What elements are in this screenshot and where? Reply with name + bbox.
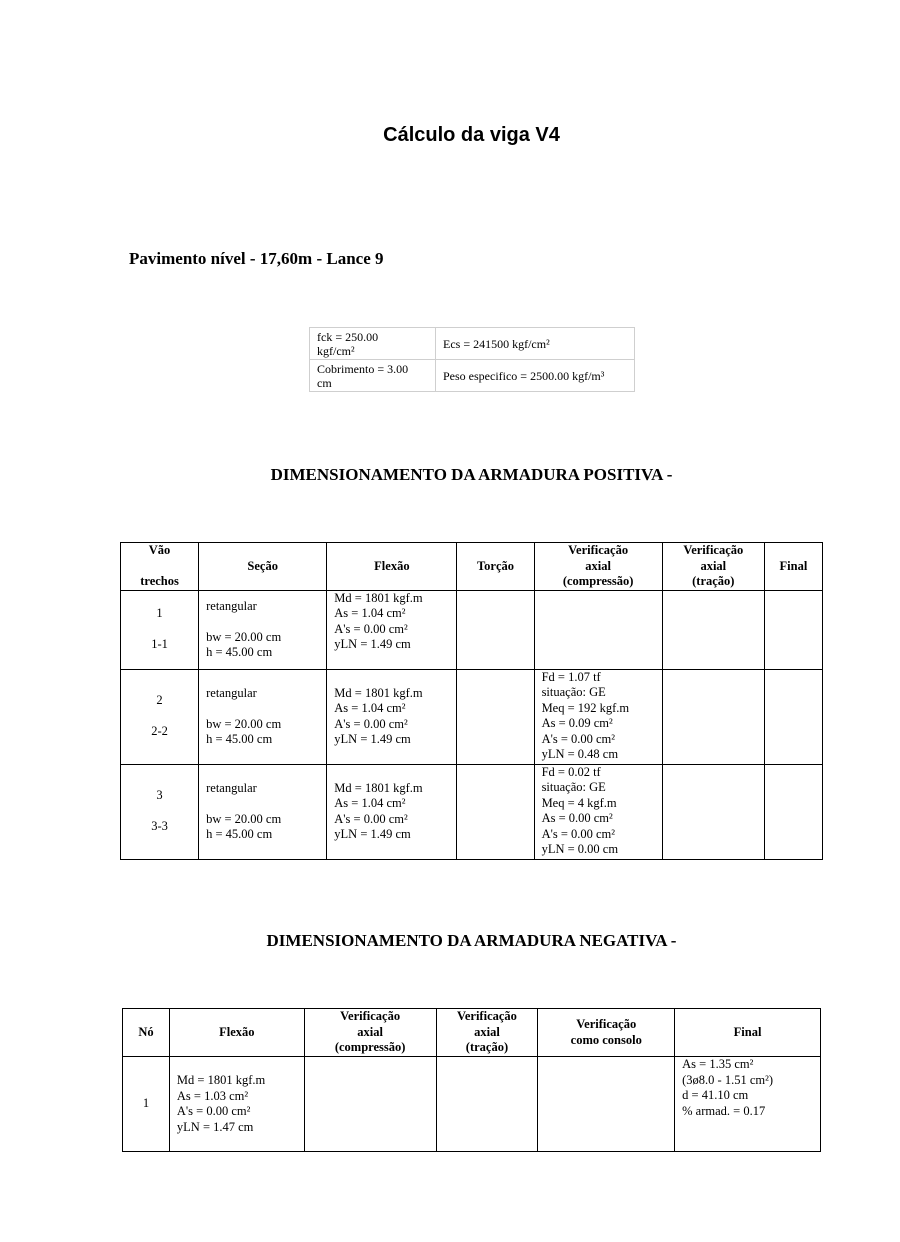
vcomp-meq: Meq = 4 kgf.m bbox=[541, 795, 617, 810]
flexao-as-prime: A's = 0.00 cm² bbox=[334, 621, 408, 636]
flexao-yln: yLN = 1.49 cm bbox=[334, 637, 411, 651]
header-line: (compressão) bbox=[334, 1040, 406, 1055]
header-line: Verificação bbox=[568, 543, 629, 557]
verificacao-compressao-cell bbox=[534, 590, 662, 669]
page-title: Cálculo da viga V4 bbox=[383, 124, 560, 146]
header-line: como consolo bbox=[570, 1032, 642, 1047]
secao-cell bbox=[199, 669, 327, 764]
table-row bbox=[121, 669, 823, 764]
flexao-as-prime: A's = 0.00 cm² bbox=[334, 811, 408, 826]
vcomp-fd: Fd = 0.02 tf bbox=[541, 764, 601, 779]
flexao-cell bbox=[169, 1057, 304, 1152]
secao-bw: bw = 20.00 cm bbox=[206, 811, 282, 826]
positive-reinforcement-table bbox=[120, 542, 823, 860]
flexao-as: As = 1.04 cm² bbox=[334, 796, 406, 810]
final-bars: (3ø8.0 - 1.51 cm²) bbox=[682, 1072, 774, 1087]
vcomp-meq: Meq = 192 kgf.m bbox=[541, 700, 630, 715]
flexao-yln: yLN = 1.47 cm bbox=[176, 1119, 254, 1134]
header-line: axial bbox=[357, 1024, 383, 1039]
verificacao-compressao-cell bbox=[304, 1057, 436, 1152]
verificacao-consolo-cell bbox=[538, 1057, 675, 1152]
vcomp-situacao: situação: GE bbox=[541, 780, 606, 794]
header-verificacao-compressao bbox=[534, 543, 662, 591]
cobrimento-value: Cobrimento = 3.00 bbox=[317, 361, 409, 376]
flexao-as: As = 1.04 cm² bbox=[334, 701, 406, 715]
secao-cell bbox=[199, 764, 327, 859]
vcomp-as: As = 0.00 cm² bbox=[541, 811, 613, 825]
negative-reinforcement-heading: DIMENSIONAMENTO DA ARMADURA NEGATIVA - bbox=[266, 931, 677, 950]
verificacao-compressao-cell bbox=[534, 669, 662, 764]
flexao-as-prime: A's = 0.00 cm² bbox=[334, 716, 408, 731]
flexao-yln: yLN = 1.49 cm bbox=[334, 827, 411, 841]
secao-bw: bw = 20.00 cm bbox=[206, 629, 282, 644]
vcomp-yln: yLN = 0.48 cm bbox=[541, 747, 619, 761]
negative-reinforcement-table bbox=[122, 1008, 821, 1152]
header-line: (compressão) bbox=[562, 574, 634, 588]
table-row bbox=[123, 1057, 821, 1152]
header-trechos: trechos bbox=[140, 574, 179, 588]
verificacao-tracao-cell bbox=[436, 1057, 538, 1152]
positive-reinforcement-heading: DIMENSIONAMENTO DA ARMADURA POSITIVA - bbox=[270, 465, 673, 484]
vcomp-yln: yLN = 0.00 cm bbox=[541, 842, 619, 856]
header-final: Final bbox=[675, 1009, 821, 1057]
trecho-label: 2-2 bbox=[151, 724, 168, 739]
header-torcao: Torção bbox=[457, 543, 534, 591]
header-line: axial bbox=[700, 558, 727, 573]
material-properties-table bbox=[309, 327, 635, 392]
vao-cell bbox=[121, 764, 199, 859]
verificacao-compressao-cell bbox=[534, 764, 662, 859]
header-verificacao-tracao bbox=[436, 1009, 538, 1057]
trecho-label: 3-3 bbox=[151, 819, 168, 834]
vcomp-as-prime: A's = 0.00 cm² bbox=[541, 826, 616, 841]
header-vao-trechos bbox=[121, 543, 199, 591]
flexao-as: As = 1.03 cm² bbox=[176, 1088, 249, 1103]
ecs-cell: Ecs = 241500 kgf/cm² bbox=[436, 328, 635, 360]
header-line: (tração) bbox=[465, 1040, 509, 1055]
flexao-cell bbox=[327, 764, 457, 859]
table-row bbox=[121, 590, 823, 669]
secao-bw: bw = 20.00 cm bbox=[206, 716, 282, 731]
header-line: (tração) bbox=[692, 574, 735, 588]
floor-subtitle: Pavimento nível - 17,60m - Lance 9 bbox=[129, 249, 384, 268]
header-secao: Seção bbox=[199, 543, 327, 591]
header-final: Final bbox=[764, 543, 822, 591]
final-armad: % armad. = 0.17 bbox=[682, 1103, 766, 1118]
flexao-yln: yLN = 1.49 cm bbox=[334, 732, 411, 746]
final-cell bbox=[764, 590, 822, 669]
secao-h: h = 45.00 cm bbox=[206, 645, 273, 659]
header-line: Verificação bbox=[456, 1009, 517, 1024]
vcomp-situacao: situação: GE bbox=[541, 685, 606, 699]
flexao-md: Md = 1801 kgf.m bbox=[334, 685, 423, 700]
header-line: Verificação bbox=[576, 1017, 637, 1031]
final-as: As = 1.35 cm² bbox=[682, 1057, 754, 1071]
header-line: axial bbox=[585, 558, 611, 573]
flexao-cell bbox=[327, 669, 457, 764]
fck-value: fck = 250.00 bbox=[317, 329, 379, 344]
header-line: axial bbox=[474, 1024, 500, 1039]
flexao-as-prime: A's = 0.00 cm² bbox=[176, 1104, 251, 1118]
vao-number: 3 bbox=[156, 788, 163, 803]
vcomp-as: As = 0.09 cm² bbox=[541, 716, 613, 730]
flexao-md: Md = 1801 kgf.m bbox=[334, 590, 423, 605]
secao-cell bbox=[199, 590, 327, 669]
table-header-row bbox=[123, 1009, 821, 1057]
trecho-label: 1-1 bbox=[151, 637, 168, 652]
final-cell bbox=[764, 764, 822, 859]
header-no: Nó bbox=[123, 1009, 170, 1057]
cobrimento-unit: cm bbox=[317, 375, 332, 390]
secao-tipo: retangular bbox=[206, 598, 257, 613]
flexao-as: As = 1.04 cm² bbox=[334, 606, 406, 620]
header-flexao: Flexão bbox=[327, 543, 457, 591]
flexao-md: Md = 1801 kgf.m bbox=[334, 780, 423, 795]
vcomp-fd: Fd = 1.07 tf bbox=[541, 669, 601, 684]
flexao-md: Md = 1801 kgf.m bbox=[176, 1073, 266, 1087]
table-header-row bbox=[121, 543, 823, 591]
table-row bbox=[121, 764, 823, 859]
final-cell bbox=[675, 1057, 821, 1152]
header-verificacao-consolo bbox=[538, 1009, 675, 1057]
peso-especifico-cell: Peso especifico = 2500.00 kgf/m³ bbox=[436, 360, 635, 392]
secao-h: h = 45.00 cm bbox=[206, 827, 273, 841]
vao-cell bbox=[121, 590, 199, 669]
vao-cell bbox=[121, 669, 199, 764]
header-flexao: Flexão bbox=[169, 1009, 304, 1057]
fck-cell bbox=[310, 328, 436, 360]
verificacao-tracao-cell bbox=[662, 590, 764, 669]
cobrimento-cell bbox=[310, 360, 436, 392]
torcao-cell bbox=[457, 764, 534, 859]
final-d: d = 41.10 cm bbox=[682, 1088, 749, 1102]
final-cell bbox=[764, 669, 822, 764]
secao-tipo: retangular bbox=[206, 780, 257, 795]
secao-h: h = 45.00 cm bbox=[206, 732, 273, 746]
header-line: Verificação bbox=[340, 1009, 401, 1024]
flexao-cell bbox=[327, 590, 457, 669]
header-vao: Vão bbox=[148, 543, 171, 557]
no-cell: 1 bbox=[123, 1057, 170, 1152]
table-row bbox=[310, 360, 635, 392]
torcao-cell bbox=[457, 669, 534, 764]
vao-number: 1 bbox=[156, 606, 163, 621]
header-line: Verificação bbox=[683, 543, 744, 557]
verificacao-tracao-cell bbox=[662, 764, 764, 859]
header-verificacao-compressao bbox=[304, 1009, 436, 1057]
table-row bbox=[310, 328, 635, 360]
header-verificacao-tracao bbox=[662, 543, 764, 591]
torcao-cell bbox=[457, 590, 534, 669]
secao-tipo: retangular bbox=[206, 685, 257, 700]
fck-unit: kgf/cm² bbox=[317, 343, 355, 358]
verificacao-tracao-cell bbox=[662, 669, 764, 764]
vcomp-as-prime: A's = 0.00 cm² bbox=[541, 731, 616, 746]
vao-number: 2 bbox=[156, 693, 163, 708]
